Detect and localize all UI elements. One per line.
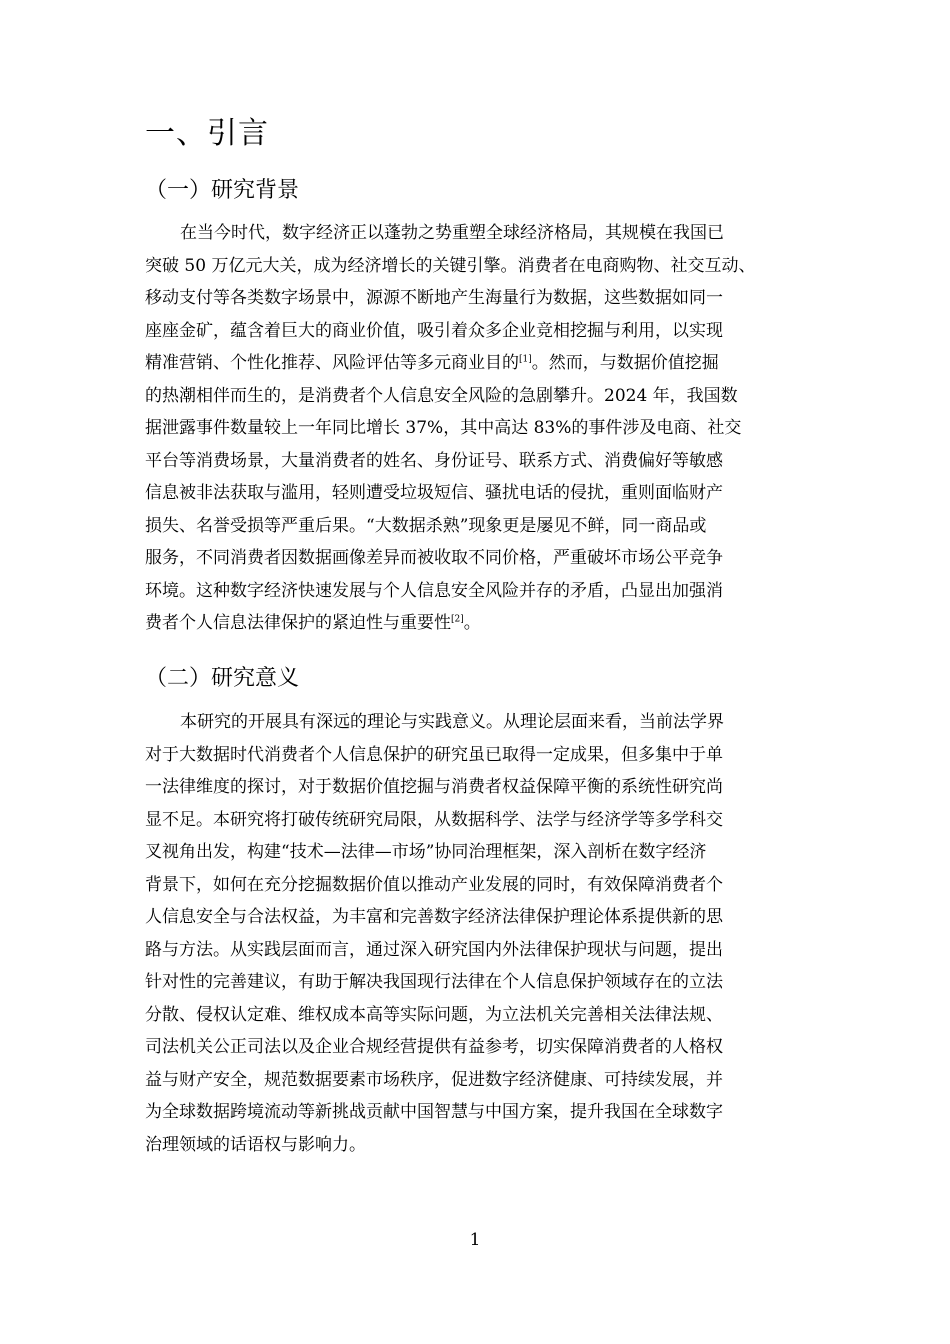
- paragraph-line: 叉视角出发，构建“技术—法律—市场”协同治理框架，深入剖析在数字经济: [145, 842, 707, 862]
- paragraph-background: [145, 217, 805, 640]
- paragraph-line: 费者个人信息法律保护的紧迫性与重要性[2]。: [145, 613, 481, 633]
- section-heading-background: （一）研究背景: [145, 178, 300, 203]
- paragraph-line: 突破 50 万亿元大关，成为经济增长的关键引擎。消费者在电商购物、社交互动、: [145, 255, 756, 276]
- citation-marker: [2]: [451, 614, 464, 625]
- paragraph-line: 信息被非法获取与滥用，轻则遭受垃圾短信、骚扰电话的侵扰，重则面临财产: [145, 483, 723, 503]
- paragraph-line: 本研究的开展具有深远的理论与实践意义。从理论层面来看，当前法学界: [180, 712, 724, 732]
- paragraph-line: 对于大数据时代消费者个人信息保护的研究虽已取得一定成果，但多集中于单: [145, 744, 723, 765]
- paragraph-line: 损失、名誉受损等严重后果。“大数据杀熟”现象更是屡见不鲜，同一商品或: [145, 515, 707, 536]
- citation-marker: [1]: [519, 354, 532, 365]
- paragraph-line: 平台等消费场景，大量消费者的姓名、身份证号、联系方式、消费偏好等敏感: [145, 450, 723, 471]
- paragraph-line: 人信息安全与合法权益，为丰富和完善数字经济法律保护理论体系提供新的思: [145, 907, 723, 927]
- paragraph-line: 分散、侵权认定难、维权成本高等实际问题，为立法机关完善相关法律法规、: [145, 1004, 723, 1025]
- paragraph-line: 益与财产安全，规范数据要素市场秩序，促进数字经济健康、可持续发展，并: [145, 1069, 723, 1090]
- paragraph-significance: [145, 706, 805, 1161]
- section-heading-significance: （二）研究意义: [145, 666, 300, 691]
- paragraph-line: 司法机关公正司法以及企业合规经营提供有益参考，切实保障消费者的人格权: [145, 1037, 723, 1057]
- paragraph-line: 在当今时代，数字经济正以蓬勃之势重塑全球经济格局，其规模在我国已: [180, 223, 724, 243]
- paragraph-line: 背景下，如何在充分挖掘数据价值以推动产业发展的同时，有效保障消费者个: [145, 874, 723, 895]
- chapter-heading: 一、引言: [145, 116, 269, 151]
- page-number: 1: [469, 1230, 481, 1250]
- paragraph-line: 的热潮相伴而生的，是消费者个人信息安全风险的急剧攀升。2024 年，我国数: [145, 385, 738, 406]
- paragraph-line: 为全球数据跨境流动等新挑战贡献中国智慧与中国方案，提升我国在全球数字: [145, 1102, 723, 1122]
- paragraph-line: 显不足。本研究将打破传统研究局限，从数据科学、法学与经济学等多学科交: [145, 809, 723, 830]
- paragraph-line: 移动支付等各类数字场景中，源源不断地产生海量行为数据，这些数据如同一: [145, 288, 723, 308]
- paragraph-line: 一法律维度的探讨，对于数据价值挖掘与消费者权益保障平衡的系统性研究尚: [145, 777, 723, 797]
- paragraph-line: 座座金矿，蕴含着巨大的商业价值，吸引着众多企业竞相挖掘与利用，以实现: [145, 320, 723, 341]
- paragraph-line: 服务，不同消费者因数据画像差异而被收取不同价格，严重破坏市场公平竞争: [145, 548, 723, 568]
- paragraph-line: 据泄露事件数量较上一年同比增长 37%，其中高达 83%的事件涉及电商、社交: [145, 418, 742, 438]
- paragraph-line: 精准营销、个性化推荐、风险评估等多元商业目的[1]。然而，与数据价值挖掘: [145, 353, 719, 373]
- paragraph-line: 针对性的完善建议，有助于解决我国现行法律在个人信息保护领域存在的立法: [145, 972, 723, 992]
- paragraph-line: 环境。这种数字经济快速发展与个人信息安全风险并存的矛盾，凸显出加强消: [145, 580, 723, 601]
- paragraph-line: 治理领域的话语权与影响力。: [145, 1134, 366, 1155]
- paragraph-line: 路与方法。从实践层面而言，通过深入研究国内外法律保护现状与问题，提出: [145, 939, 723, 960]
